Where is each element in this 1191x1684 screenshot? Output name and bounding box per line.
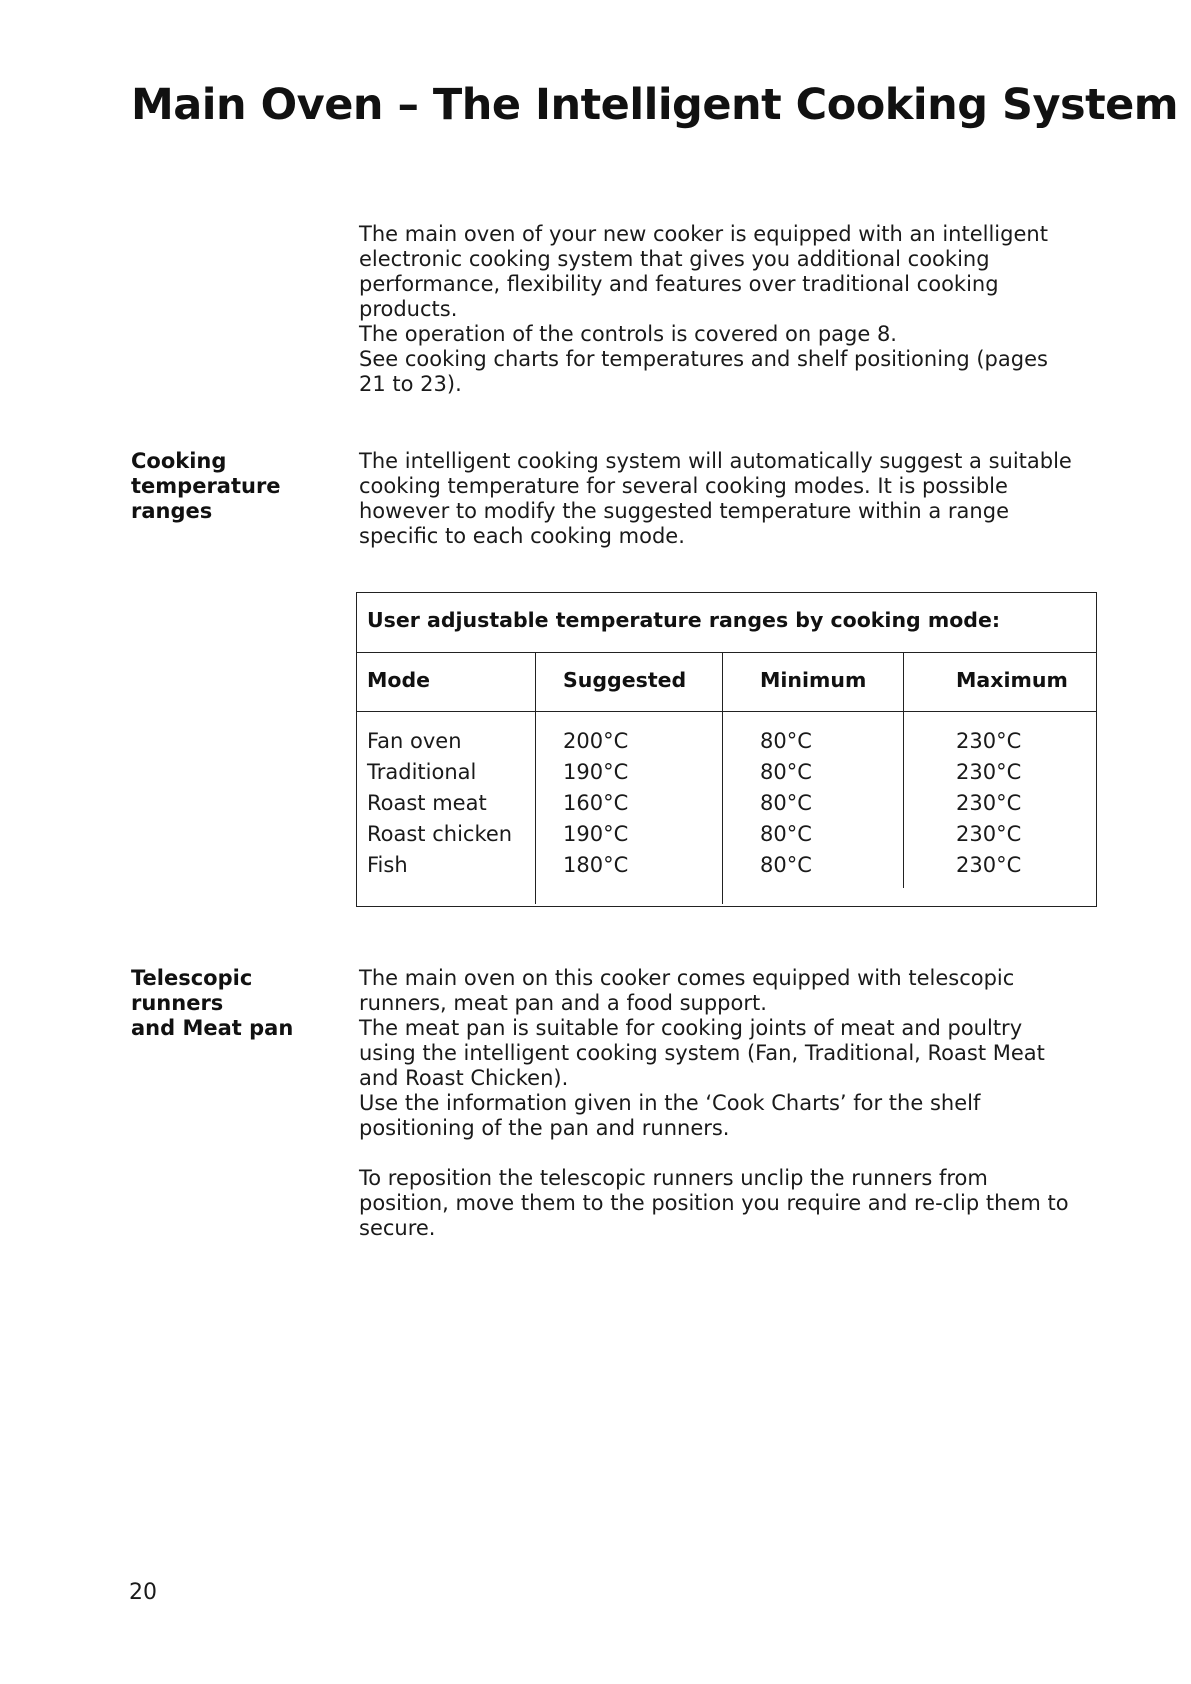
header-maximum: Maximum [956,668,1068,692]
temperature-range-table [356,592,1097,907]
header-minimum: Minimum [723,653,904,711]
table-header-row [357,653,1096,712]
table-caption: User adjustable temperature ranges by cooking mode: [357,593,1096,653]
telescopic-label: Telescopic runners and Meat pan [131,966,294,1040]
cooking-ranges-text: The intelligent cooking system will automatically suggest a suitable cooking temperature for several cooking modes. It is possible however to modify the suggested temperature within a range specific to each cooking mode. [359,449,1072,548]
telescopic-paragraph-2: To reposition the telescopic runners unclip the runners from position, move them to the position you require and re-clip them to secure. [359,1166,1069,1240]
suggested-column: 200°C 190°C 160°C 190°C 180°C [536,712,723,904]
cooking-ranges-label: Cooking temperature ranges [131,449,281,523]
page-title: Main Oven – The Intelligent Cooking System [131,80,1179,130]
maximum-column: 230°C 230°C 230°C 230°C 230°C [956,729,1022,877]
table-body [357,712,1096,904]
minimum-column: 80°C 80°C 80°C 80°C 80°C [723,712,904,888]
page-number: 20 [129,1580,157,1605]
telescopic-paragraph-1: The main oven on this cooker comes equipped with telescopic runners, meat pan and a food support. The meat pan is suitable for cooking joints of meat and poultry using the intelligent cooking system (Fan, Traditional, Roast Meat and Roast Chicken). Use the information given in the ‘Cook Charts’ for the shelf positioning of the pan and runners. [359,966,1045,1140]
header-suggested: Suggested [536,653,723,711]
header-mode: Mode [357,653,536,711]
intro-paragraph-2: The operation of the controls is covered on page 8. See cooking charts for temperatures and shelf positioning (pages 21 to 23). [359,322,1048,396]
intro-paragraph-1: The main oven of your new cooker is equipped with an intelligent electronic cooking system that gives you additional cooking performance, flexibility and features over traditional cooking products. [359,222,1048,321]
mode-column: Fan oven Traditional Roast meat Roast chicken Fish [357,712,536,904]
